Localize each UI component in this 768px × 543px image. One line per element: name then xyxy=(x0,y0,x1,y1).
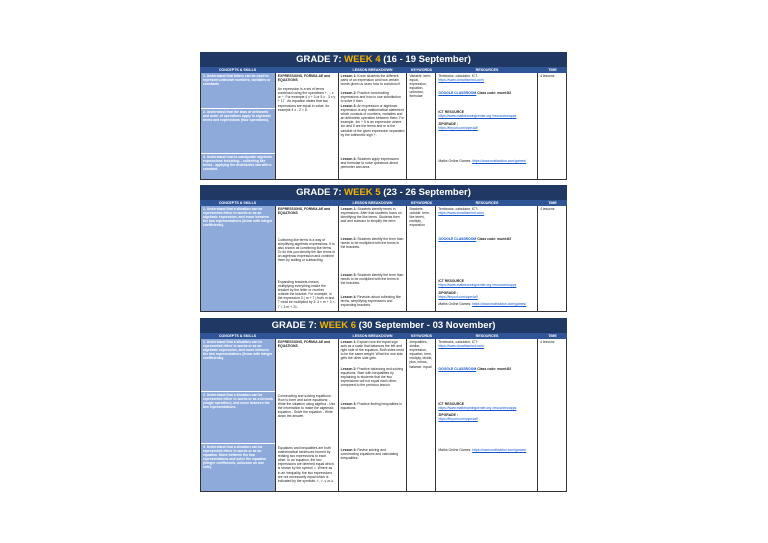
lesson-label: Lesson 4: xyxy=(340,448,357,452)
title-week: WEEK 5 xyxy=(344,187,381,198)
header-resources: RESOURCES xyxy=(475,201,499,205)
breakdown-text: Constructing and solving equations. How to form and solve equations: - Write the situation using algebra - Use the information to make the algebraic equation - Solve the equation - Write down the answer. xyxy=(277,394,336,419)
google-classroom-link[interactable]: GOOGLE CLASSROOM xyxy=(438,91,477,95)
resource-link[interactable]: https://www.cimathsmind.com/ xyxy=(438,211,484,216)
week-4-section xyxy=(200,52,567,180)
breakdown-text: An expression is a set of terms combined using the operations +, -, x or ÷. For example 4 x + 3 or 5 x - 3 x y + 17 . An equation states that two expressions are equal in value, for example 4 x - 2 = 6. xyxy=(277,87,336,112)
resource-texts: Textbooks, calculator, ICT: xyxy=(438,207,478,211)
week-title xyxy=(200,185,567,200)
resource-link[interactable]: https://www.mathlearningcenter.org /resources/apps xyxy=(438,406,517,411)
lesson-text: Students identify the term than needs to be multiplied with the terms in the brackets. xyxy=(340,273,404,286)
lesson-label: Lesson 4: xyxy=(340,157,357,161)
header-keywords: KEYWORDS xyxy=(410,334,433,338)
breakdown-heading: EXPRESSIONS, FORMULAE and EQUATIONS xyxy=(277,74,331,83)
lesson-label: Lesson 2: xyxy=(340,367,357,371)
lesson-label: Lesson 3: xyxy=(340,273,357,277)
resource-link[interactable]: https://www.cimathsmind.com/ xyxy=(438,344,484,349)
header-time: TIME xyxy=(548,68,557,72)
week-6-section xyxy=(200,318,567,492)
resource-link[interactable]: https://www.mathsisfun.com/games/ xyxy=(472,302,527,306)
google-classroom-link[interactable]: GOOGLE CLASSROOM xyxy=(438,237,477,241)
title-grade: GRADE 7: xyxy=(271,320,320,331)
concept-cell: 2. Understand that the laws of arithmetic and order of operations apply to algebraic terms and expressions (four operations). xyxy=(201,109,275,153)
lesson-label: Lesson 2: xyxy=(340,91,357,95)
zipgrade-label: ZIPGRADE : xyxy=(438,122,458,126)
resource-link[interactable]: https://www.mathlearningcenter.org /resources/apps xyxy=(438,114,517,119)
lesson-text: Students identify terms in expressions. After that students focus on identifying the like terms. Students then add and subtract to simplify the term. xyxy=(340,207,402,224)
title-dates: (30 September - 03 November) xyxy=(356,320,496,331)
breakdown-text: Expanding brackets means multiplying everything inside the bracket by the letter or number outside the bracket. For example, in the expression 3 ( m + 7 ) both m and 7 must be multiplied by 3: 3 × m + 3 × 7 = 3 m + 21. xyxy=(277,280,335,309)
google-classroom-link[interactable]: GOOGLE CLASSROOM xyxy=(438,367,477,371)
resource-link[interactable]: https://tinyurl.com/zipe4a9 xyxy=(438,417,478,422)
lesson-text: An expression or algebraic expression is any mathematical statement which consists of numbers, variables and an arithmetic operation between them. For example, 4m + 5 is an expression where 4m and 5 are the terms and m is the variable of the given expression separated by the arithmetic sign +. xyxy=(340,104,405,137)
time-text: 4 lessons xyxy=(540,340,555,344)
lesson-label: Lesson 1: xyxy=(340,340,357,344)
breakdown-text: Collecting like terms is a way of simplifying algebraic expressions. It is also known as combining like terms. To do this you identify the like terms in an algebraic expression and combine them by adding or subtracting. xyxy=(277,238,336,263)
lesson-text: Explain how the equal sign acts as a scale that balances the left and right side of the equation. Both sides need to be the same weight. What the one side gets the other side gets. xyxy=(340,340,404,361)
time-text: 4 lessons xyxy=(540,207,555,211)
header-time: TIME xyxy=(548,334,557,338)
zipgrade-label: ZIPGRADE : xyxy=(438,413,458,417)
games-label: Maths Online Games: xyxy=(438,159,472,163)
lesson-label: Lesson 3: xyxy=(340,104,357,108)
header-resources: RESOURCES xyxy=(475,68,499,72)
concept-cell: 1. Understand that letters can be used to represent unknown numbers, variables or constants xyxy=(201,73,275,108)
breakdown-heading: EXPRESSIONS, FORMULAE and EQUATIONS xyxy=(277,340,331,349)
games-label: Maths Online Games: xyxy=(438,302,472,306)
lesson-text: Revision about collecting like terms, simplifying expressions and expanding brackets. xyxy=(340,295,401,308)
week-grid xyxy=(200,206,567,312)
concept-cell: 3. Understand how to manipulate algebraic expressions including: - collecting like terms - applying the distributive law with a constant. xyxy=(201,154,275,180)
lesson-label: Lesson 3: xyxy=(340,402,357,406)
time-text: 4 lessons xyxy=(540,74,555,78)
class-code: Class code: mumi4f2 xyxy=(477,91,512,95)
header-concepts: CONCEPTS & SKILLS xyxy=(218,334,257,338)
header-lesson: LESSON BREAKDOWN xyxy=(352,68,393,72)
concept-cell: 3. Understand that a situation can be represented either in words or as an equation. Move between the two representations and solve the equation (integer coefficients, unknown on one side). xyxy=(201,444,275,492)
header-lesson: LESSON BREAKDOWN xyxy=(352,334,393,338)
lesson-label: Lesson 1: xyxy=(340,74,357,78)
title-week: WEEK 4 xyxy=(344,54,381,65)
title-dates: (23 - 26 September) xyxy=(380,187,471,198)
keywords-text: Variable, term, equal, expression, equation, unknown, formulae xyxy=(409,74,432,99)
games-label: Maths Online Games: xyxy=(438,448,472,452)
concept-cell: 1. Understand that a situation can be represented either in words or as an algebraic expression, and move between the two representations (linear with integer coefficients). xyxy=(201,206,275,312)
zipgrade-label: ZIPGRADE : xyxy=(438,291,458,295)
resource-texts: Textbooks, calculator, ICT: xyxy=(438,340,478,344)
ict-resource-label: ICT RESOURCE xyxy=(438,110,464,114)
week-grid xyxy=(200,73,567,180)
header-resources: RESOURCES xyxy=(475,334,499,338)
header-time: TIME xyxy=(548,201,557,205)
resource-link[interactable]: https://tinyurl.com/zipe4a9 xyxy=(438,126,478,131)
resource-link[interactable]: https://www.mathsisfun.com/games/ xyxy=(472,159,527,163)
class-code: Class code: mumi4f2 xyxy=(477,237,512,241)
lesson-text: Know students the different parts of an expression and how certain words gives us clues how to construct it xyxy=(340,74,401,87)
lesson-text: Students identify the term than needs to be multiplied with the terms in the brackets. xyxy=(340,237,404,250)
ict-resource-label: ICT RESOURCE xyxy=(438,279,464,283)
header-keywords: KEYWORDS xyxy=(410,201,433,205)
week-5-section xyxy=(200,185,567,312)
lesson-text: Practice finding inequalities in equations. xyxy=(340,402,403,411)
title-dates: (16 - 19 September) xyxy=(380,54,471,65)
title-grade: GRADE 7: xyxy=(296,54,345,65)
resource-texts: Textbooks, calculator, ICT: xyxy=(438,74,478,78)
breakdown-heading: EXPRESSIONS, FORMULAE and EQUATIONS xyxy=(277,207,331,216)
resource-link[interactable]: https://www.cimathsmind.com/ xyxy=(438,78,484,83)
lesson-text: Revise solving and constructing equations and calculating inequalities. xyxy=(340,448,399,461)
lesson-label: Lesson 2: xyxy=(340,237,357,241)
keywords-text: Brackets, outside, term, like terms, multiply, expansion xyxy=(409,207,430,228)
resource-link[interactable]: https://www.mathlearningcenter.org /resources/apps xyxy=(438,283,517,288)
week-title xyxy=(200,318,567,333)
header-concepts: CONCEPTS & SKILLS xyxy=(218,68,257,72)
week-grid xyxy=(200,339,567,492)
ict-resource-label: ICT RESOURCE xyxy=(438,402,464,406)
lesson-label: Lesson 4: xyxy=(340,295,357,299)
keywords-text: Inequalities, similar, expression, equation, term, multiply, divide, plus, minus, balance, equal xyxy=(409,340,433,369)
header-keywords: KEYWORDS xyxy=(410,68,433,72)
title-grade: GRADE 7: xyxy=(296,187,345,198)
lesson-label: Lesson 1: xyxy=(340,207,357,211)
header-lesson: LESSON BREAKDOWN xyxy=(352,201,393,205)
lesson-text: Practice constructing expressions and how to use substitution to solve it then. xyxy=(340,91,401,104)
breakdown-text: Equations and inequalities are both mathematical sentences formed by relating two expressions to each other. In an equation, the two expressions are deemed equal which is shown by the symbol =. Where as in an inequality, the two expressions are not necessarily equal which is indicated by the symbols: <, >, ≤ or ≥. xyxy=(277,446,335,483)
title-week: WEEK 6 xyxy=(319,320,357,331)
lesson-text: Practice balancing and solving equations. Start with inequalities by explaining to students that the two expressions will not equal each other, compared to the previous lesson. xyxy=(340,367,404,388)
class-code: Class code: mumi4f2 xyxy=(477,367,512,371)
concept-cell: 2. Understand that a situation can be represented either in words or as a formula (single operation), and move between the two representations. xyxy=(201,392,275,443)
lesson-text: Students apply expressions and formulae to solve questions about perimeter and area. xyxy=(340,157,399,170)
header-concepts: CONCEPTS & SKILLS xyxy=(218,201,257,205)
concept-cell: 1. Understand that a situation can be represented either in words or as an algebraic expression, and move between the two representations (linear with integer coefficients). xyxy=(201,339,275,391)
resource-link[interactable]: https://www.mathsisfun.com/games/ xyxy=(472,448,527,452)
week-title xyxy=(200,52,567,67)
resource-link[interactable]: https://tinyurl.com/zipe4a9 xyxy=(438,295,478,300)
